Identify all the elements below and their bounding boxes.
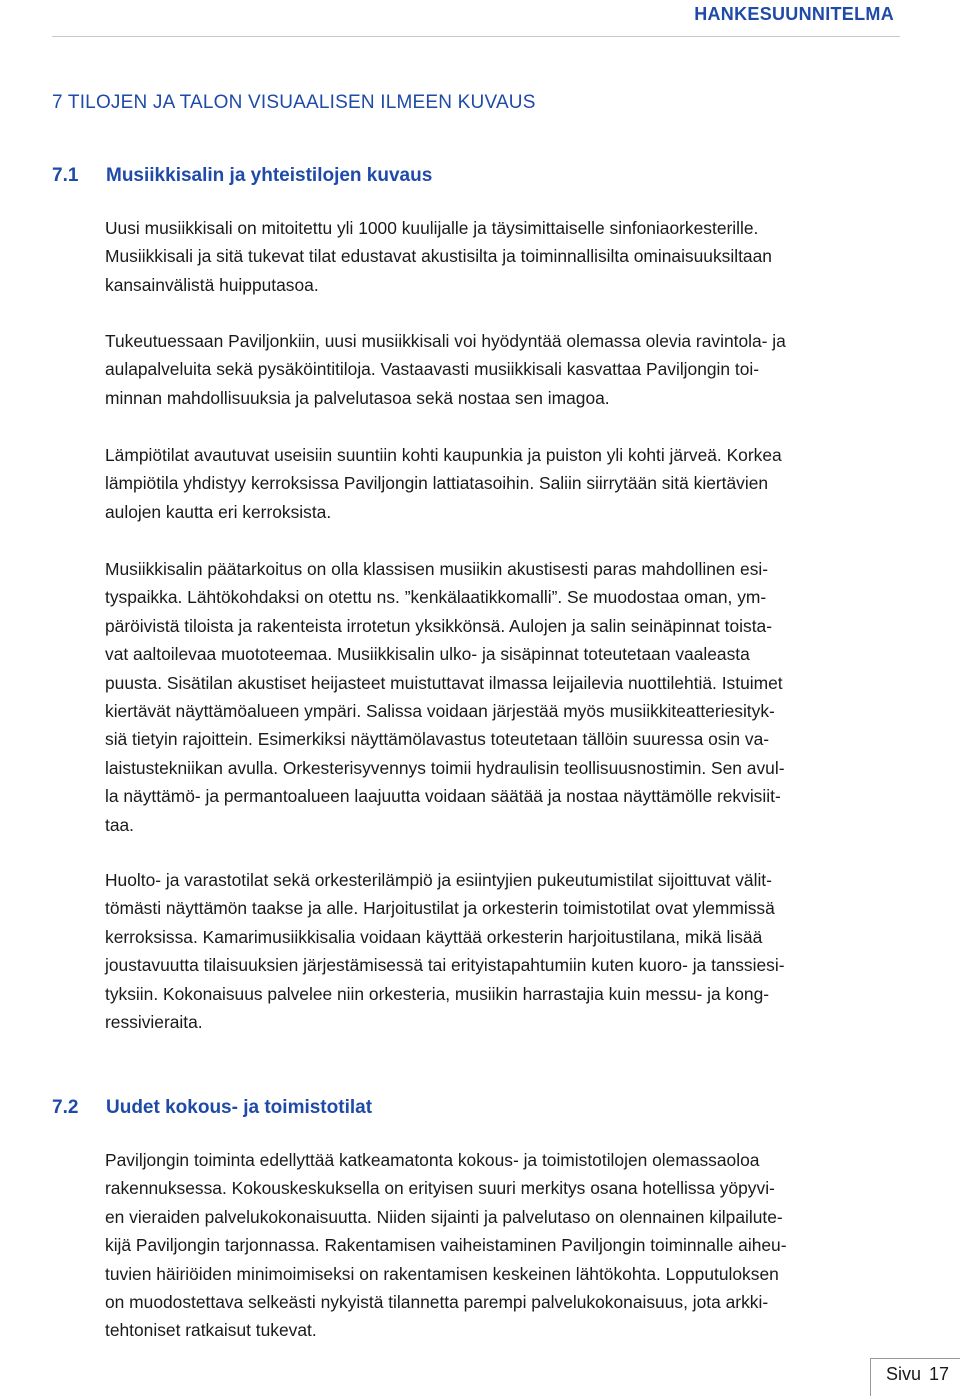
text-line: Musiikkisalin päätarkoitus on olla klassisen musiikin akustisesti paras mahdollinen esi- xyxy=(105,559,769,579)
text-line: vat aaltoilevaa muototeemaa. Musiikkisalin ulko- ja sisäpinnat toteutetaan vaaleasta xyxy=(105,644,750,665)
text-line: lämpiötila yhdistyy kerroksissa Paviljongin lattiatasoihin. Saliin siirrytään sitä kiertävien xyxy=(105,473,769,494)
text-line: joustavuutta tilaisuuksien järjestämisessä tai erityistapahtumiin kuten kuoro- ja tanssiesi- xyxy=(105,955,785,976)
chapter-heading: 7 TILOJEN JA TALON VISUAALISEN ILMEEN KUVAUS xyxy=(52,92,536,113)
text-line: Paviljongin toiminta edellyttää katkeamatonta kokous- ja toimistotilojen olemassaoloa xyxy=(105,1150,760,1170)
text-line: ressivieraita. xyxy=(105,1012,203,1033)
text-line: en vieraiden palvelukokonaisuutta. Niiden sijainti ja palvelutaso on olennainen kilpailute- xyxy=(105,1206,783,1227)
section-title: Musiikkisalin ja yhteistilojen kuvaus xyxy=(106,165,433,186)
text-line: siä tietyin rajoittein. Esimerkiksi näyttämölavastus toteutetaan tällöin suuressa osin va- xyxy=(105,729,770,750)
page-value: 17 xyxy=(929,1364,950,1384)
paragraph xyxy=(105,441,905,526)
text-line: taa. xyxy=(105,814,135,835)
text-line: la näyttämö- ja permantoalueen laajuutta voidaan säätää ja nostaa näyttämölle rekvisiit- xyxy=(105,786,781,807)
page-number xyxy=(886,1364,949,1385)
text-line: päröivistä tiloista ja rakenteista irrotetun yksikkönsä. Aulojen ja salin seinäpinnat toista- xyxy=(105,615,772,636)
text-line: kansainvälistä huipputasoa. xyxy=(105,274,319,295)
text-line: Tukeutuessaan Paviljonkiin, uusi musiikkisali voi hyödyntää olemassa olevia ravintola- ja xyxy=(105,331,786,351)
paragraph xyxy=(105,1146,905,1345)
page-label: Sivu xyxy=(886,1364,922,1384)
text-line: aulapalveluita sekä pysäköintitiloja. Vastaavasti musiikkisali kasvattaa Paviljongin toi- xyxy=(105,359,760,380)
section-heading-7-2 xyxy=(52,1097,372,1119)
footer-divider xyxy=(870,1358,960,1359)
document-header-title: HANKESUUNNITELMA xyxy=(694,4,894,24)
text-line: kijä Paviljongin tarjonnassa. Rakentamisen vaiheistaminen Paviljongin toiminnalle aiheu- xyxy=(105,1235,787,1256)
text-line: aulojen kautta eri kerroksista. xyxy=(105,501,332,522)
text-line: Uusi musiikkisali on mitoitettu yli 1000 kuulijalle ja täysimittaiselle sinfoniaorkesterille. xyxy=(105,218,759,238)
text-line: Huolto- ja varastotilat sekä orkesterilämpiö ja esiintyjien pukeutumistilat sijoittuvat välit- xyxy=(105,870,772,890)
text-line: kiertävät näyttämöalueen ympäri. Salissa voidaan järjestää myös musiikkiteatteriesityk- xyxy=(105,701,775,722)
text-line: laistustekniikan avulla. Orkesterisyvennys toimii hydraulisin teollisuusnostimin. Sen avul- xyxy=(105,757,785,778)
text-line: rakennuksessa. Kokouskeskuksella on erityisen suuri merkitys osana hotellissa yöpyvi- xyxy=(105,1178,775,1199)
text-line: Lämpiötilat avautuvat useisiin suuntiin kohti kaupunkia ja puiston yli kohti järveä. Korkea xyxy=(105,445,782,465)
section-number: 7.1 xyxy=(52,165,79,186)
text-line: tehtoniset ratkaisut tukevat. xyxy=(105,1320,317,1341)
text-line: Musiikkisali ja sitä tukevat tilat edustavat akustisilta ja toiminnallisilta ominaisuuksiltaan xyxy=(105,246,772,267)
text-line: puusta. Sisätilan akustiset heijasteet muistuttavat ilmassa leijailevia nuottilehtiä. Istuimet xyxy=(105,672,783,693)
header-divider xyxy=(52,36,900,37)
paragraph xyxy=(105,327,905,412)
paragraph xyxy=(105,214,905,299)
text-line: tyksiin. Kokonaisuus palvelee niin orkesteria, musiikin harrastajia kuin messu- ja kong- xyxy=(105,983,770,1004)
paragraph xyxy=(105,866,905,1036)
section-number: 7.2 xyxy=(52,1097,79,1118)
text-line: tyspaikka. Lähtökohdaksi on otettu ns. ”kenkälaatikkomalli”. Se muodostaa oman, ym- xyxy=(105,587,767,608)
text-line: tuvien häiriöiden minimoimiseksi on rakentamisen keskeinen lähtökohta. Lopputuloksen xyxy=(105,1263,779,1284)
section-title: Uudet kokous- ja toimistotilat xyxy=(106,1097,373,1118)
text-line: minnan mahdollisuuksia ja palvelutasoa sekä nostaa sen imagoa. xyxy=(105,387,610,408)
text-line: on muodostettava selkeästi nykyistä tilannetta parempi palvelukokonaisuus, jota arkki- xyxy=(105,1292,769,1313)
paragraph xyxy=(105,555,905,839)
section-heading-7-1 xyxy=(52,165,432,187)
text-line: kerroksissa. Kamarimusiikkisalia voidaan käyttää orkesterin harjoitustilana, mikä lisää xyxy=(105,926,763,947)
footer-divider-vertical xyxy=(870,1358,871,1396)
text-line: tömästi näyttämön taakse ja alle. Harjoitustilat ja orkesterin toimistotilat ovat ylemmissä xyxy=(105,898,775,919)
